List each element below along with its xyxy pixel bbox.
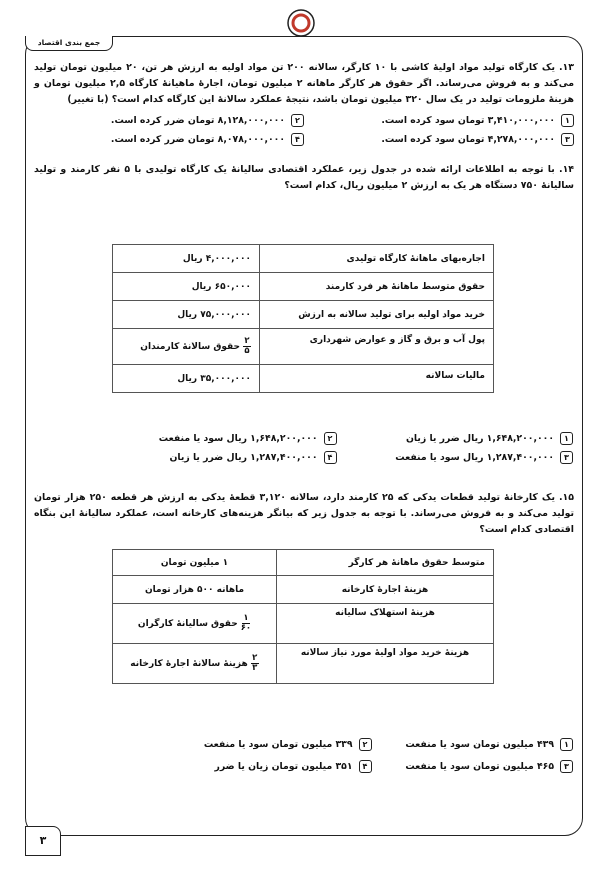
option-number: ۲ — [359, 738, 372, 751]
table-row — [113, 301, 494, 329]
q13-option-1[interactable] — [304, 114, 574, 127]
option-text: ۱,۲۸۷,۴۰۰,۰۰۰ ریال ضرر یا زیان — [169, 452, 318, 463]
logo-icon — [286, 8, 316, 38]
fraction-denominator: ۵ — [244, 346, 250, 356]
q13-option-4[interactable] — [34, 133, 304, 146]
question-15-options — [170, 738, 573, 773]
option-text: ۴۳۹ میلیون تومان سود یا منفعت — [405, 739, 554, 750]
option-text: ۸,۰۷۸,۰۰۰,۰۰۰ تومان ضرر کرده است. — [110, 134, 285, 145]
option-text: ۸,۱۲۸,۰۰۰,۰۰۰ تومان ضرر کرده است. — [110, 115, 285, 126]
q13-option-2[interactable] — [34, 114, 304, 127]
table-cell-value: ۶۵۰,۰۰۰ ریال — [113, 273, 260, 301]
table-row — [113, 644, 494, 684]
table-row — [113, 245, 494, 273]
table-cell-label: متوسط حقوق ماهانهٔ هر کارگر — [277, 550, 494, 576]
table-cell-label: مالیات سالانه — [260, 365, 494, 393]
table-cell-label: هزینهٔ خرید مواد اولیهٔ مورد نیاز سالانه — [277, 644, 494, 684]
table-cell-value: ۷۵,۰۰۰,۰۰۰ ریال — [113, 301, 260, 329]
table-row — [113, 550, 494, 576]
option-text: ۱,۲۸۷,۴۰۰,۰۰۰ ریال سود یا منفعت — [395, 452, 554, 463]
fraction-numerator: ۲ — [252, 653, 258, 663]
table-cell-value — [113, 329, 260, 365]
table-cell-value — [113, 644, 277, 684]
table-cell-value: ۳۵,۰۰۰,۰۰۰ ریال — [113, 365, 260, 393]
table-cell-value: ۴,۰۰۰,۰۰۰ ریال — [113, 245, 260, 273]
table-cell-label: خرید مواد اولیه برای تولید سالانه به ارزش — [260, 301, 494, 329]
option-text: ۴,۲۷۸,۰۰۰,۰۰۰ تومان سود کرده است. — [381, 134, 555, 145]
option-text: ۳۵۱ میلیون تومان زیان یا ضرر — [214, 761, 353, 772]
questions-area — [34, 60, 574, 194]
fraction-text: هزینهٔ سالانهٔ اجارهٔ کارخانه — [130, 659, 248, 669]
page-number: ۳ — [25, 826, 61, 856]
option-number: ۲ — [291, 114, 304, 127]
table-cell-value: ماهانه ۵۰۰ هزار تومان — [113, 576, 277, 604]
fraction-text: حقوق سالیانهٔ کارگران — [137, 619, 238, 629]
option-number: ۱ — [560, 738, 573, 751]
option-number: ۳ — [560, 451, 573, 464]
option-number: ۱ — [561, 114, 574, 127]
table-cell-value: ۱ میلیون تومان — [113, 550, 277, 576]
fraction — [243, 337, 251, 356]
q14-table — [112, 244, 494, 393]
table-cell-label: حقوق متوسط ماهانهٔ هر فرد کارمند — [260, 273, 494, 301]
q13-option-3[interactable] — [304, 133, 574, 146]
option-number: ۱ — [560, 432, 573, 445]
table-row — [113, 365, 494, 393]
table-cell-label: هزینهٔ استهلاک سالیانه — [277, 604, 494, 644]
option-text: ۳,۴۱۰,۰۰۰,۰۰۰ تومان سود کرده است. — [381, 115, 555, 126]
q14-option-3[interactable] — [337, 451, 574, 464]
option-text: ۳۳۹ میلیون تومان سود یا منفعت — [203, 739, 353, 750]
question-15-text: ۱۵. یک کارخانهٔ تولید قطعات یدکی که ۲۵ کارمند دارد، سالانه ۳,۱۲۰ قطعهٔ یدکی به ارزش هر قطعه ۲۵۰ هزار تومان تولید می‌کند و به فروش می‌رساند. با توجه به جدول زیر که بیانگر هزینه‌های کارخانه است، عملکرد سالیانهٔ این بنگاه اقتصادی کدام است؟ — [34, 492, 574, 535]
q14-option-4[interactable] — [100, 451, 337, 464]
fraction — [251, 654, 259, 673]
table-cell-label: اجاره‌بهای ماهانهٔ کارگاه تولیدی — [260, 245, 494, 273]
option-number: ۳ — [560, 760, 573, 773]
header-title: جمع بندی اقتصاد — [25, 36, 113, 51]
option-text: ۴۶۵ میلیون تومان سود یا منفعت — [405, 761, 554, 772]
question-14-text: ۱۴. با توجه به اطلاعات ارائه شده در جدول زیر، عملکرد اقتصادی سالیانهٔ یک کارگاه تولیدی با ۵ نفر کارمند و تولید سالیانهٔ ۷۵۰ دستگاه هر یک به ارزش ۲ میلیون ریال، کدام است؟ — [34, 164, 575, 191]
fraction-numerator: ۱ — [243, 613, 249, 623]
option-number: ۴ — [359, 760, 372, 773]
q14-option-2[interactable] — [100, 432, 337, 445]
question-14-options — [100, 432, 573, 464]
table-row — [113, 329, 494, 365]
option-text: ۱,۶۴۸,۲۰۰,۰۰۰ ریال ضرر یا زیان — [405, 433, 554, 444]
q15-option-2[interactable] — [170, 738, 372, 751]
fraction-denominator: ۳ — [252, 663, 258, 673]
q15-table — [112, 549, 494, 684]
table-cell-label: پول آب و برق و گاز و عوارض شهرداری — [260, 329, 494, 365]
table-cell-value — [113, 604, 277, 644]
q15-option-4[interactable] — [170, 760, 372, 773]
table-row — [113, 576, 494, 604]
option-number: ۴ — [324, 451, 337, 464]
question-13-options — [34, 114, 574, 146]
option-number: ۳ — [561, 133, 574, 146]
option-text: ۱,۶۴۸,۲۰۰,۰۰۰ ریال سود یا منفعت — [158, 433, 318, 444]
fraction — [241, 614, 251, 633]
table-cell-label: هزینهٔ اجارهٔ کارخانه — [277, 576, 494, 604]
q14-option-1[interactable] — [337, 432, 574, 445]
table-row — [113, 604, 494, 644]
q15-option-1[interactable] — [372, 738, 574, 751]
table-row — [113, 273, 494, 301]
fraction-numerator: ۲ — [244, 336, 250, 346]
question-13-text: ۱۳. یک کارگاه تولید مواد اولیهٔ کاشی با ۱۰ کارگر، سالانه ۲۰۰ تن مواد اولیه به ارزش هر تن، ۲۰ میلیون تومان تولید می‌کند و به فروش می‌رساند. اگر حقوق هر کارگر ماهانه ۲ میلیون تومان، اجارهٔ ماهیانهٔ کارگاه ۲,۵ میلیون تومان و هزینهٔ ملزومات تولید در یک سال ۳۲۰ میلیون تومان باشد، نتیجهٔ عملکرد سالانهٔ این کارگاه کدام است؟ (با تغییر) — [34, 62, 574, 105]
q15-option-3[interactable] — [372, 760, 574, 773]
fraction-denominator: ۶۰ — [240, 623, 252, 633]
option-number: ۴ — [291, 133, 304, 146]
fraction-text: حقوق سالانهٔ کارمندان — [140, 342, 240, 352]
option-number: ۲ — [324, 432, 337, 445]
